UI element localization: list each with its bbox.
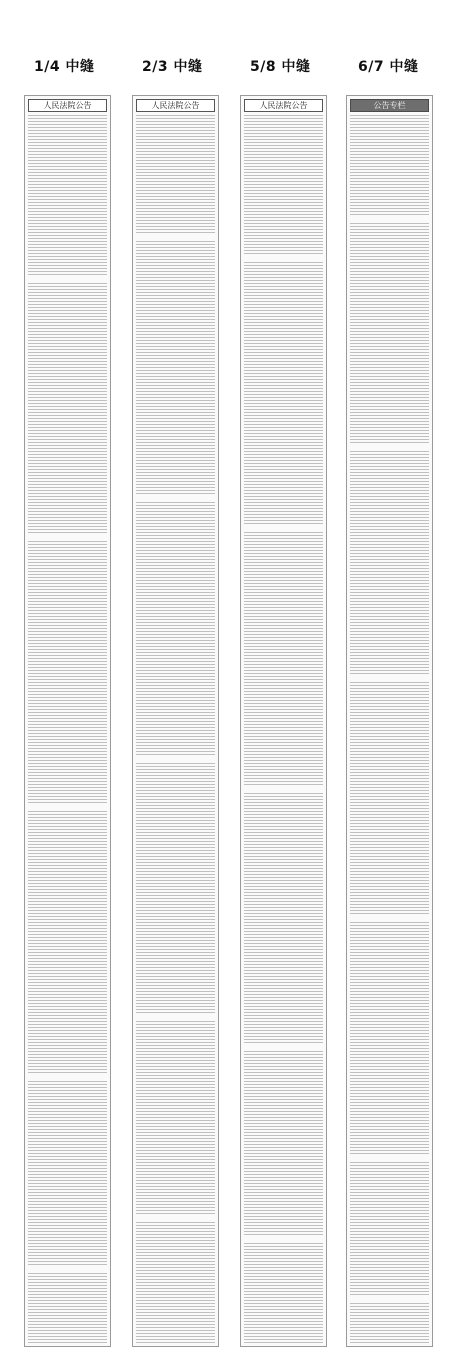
strip-header-4: 公告专栏 bbox=[350, 99, 429, 112]
strip-header-2: 人民法院公告 bbox=[136, 99, 215, 112]
strip-text-block-1 bbox=[28, 115, 107, 1343]
strip-header-1: 人民法院公告 bbox=[28, 99, 107, 112]
strip-text-block-2 bbox=[136, 115, 215, 1343]
column-title-2: 2/3 中缝 bbox=[142, 59, 203, 75]
newspaper-strip-3 bbox=[240, 95, 327, 1347]
strip-text-block-4 bbox=[350, 115, 429, 1343]
column-title-4: 6/7 中缝 bbox=[358, 59, 419, 75]
strip-text-block-3 bbox=[244, 115, 323, 1343]
column-title-3: 5/8 中缝 bbox=[250, 59, 311, 75]
newspaper-strip-1 bbox=[24, 95, 111, 1347]
newspaper-strip-4 bbox=[346, 95, 433, 1347]
strip-header-3: 人民法院公告 bbox=[244, 99, 323, 112]
newspaper-strip-2 bbox=[132, 95, 219, 1347]
column-title-1: 1/4 中缝 bbox=[34, 59, 95, 75]
